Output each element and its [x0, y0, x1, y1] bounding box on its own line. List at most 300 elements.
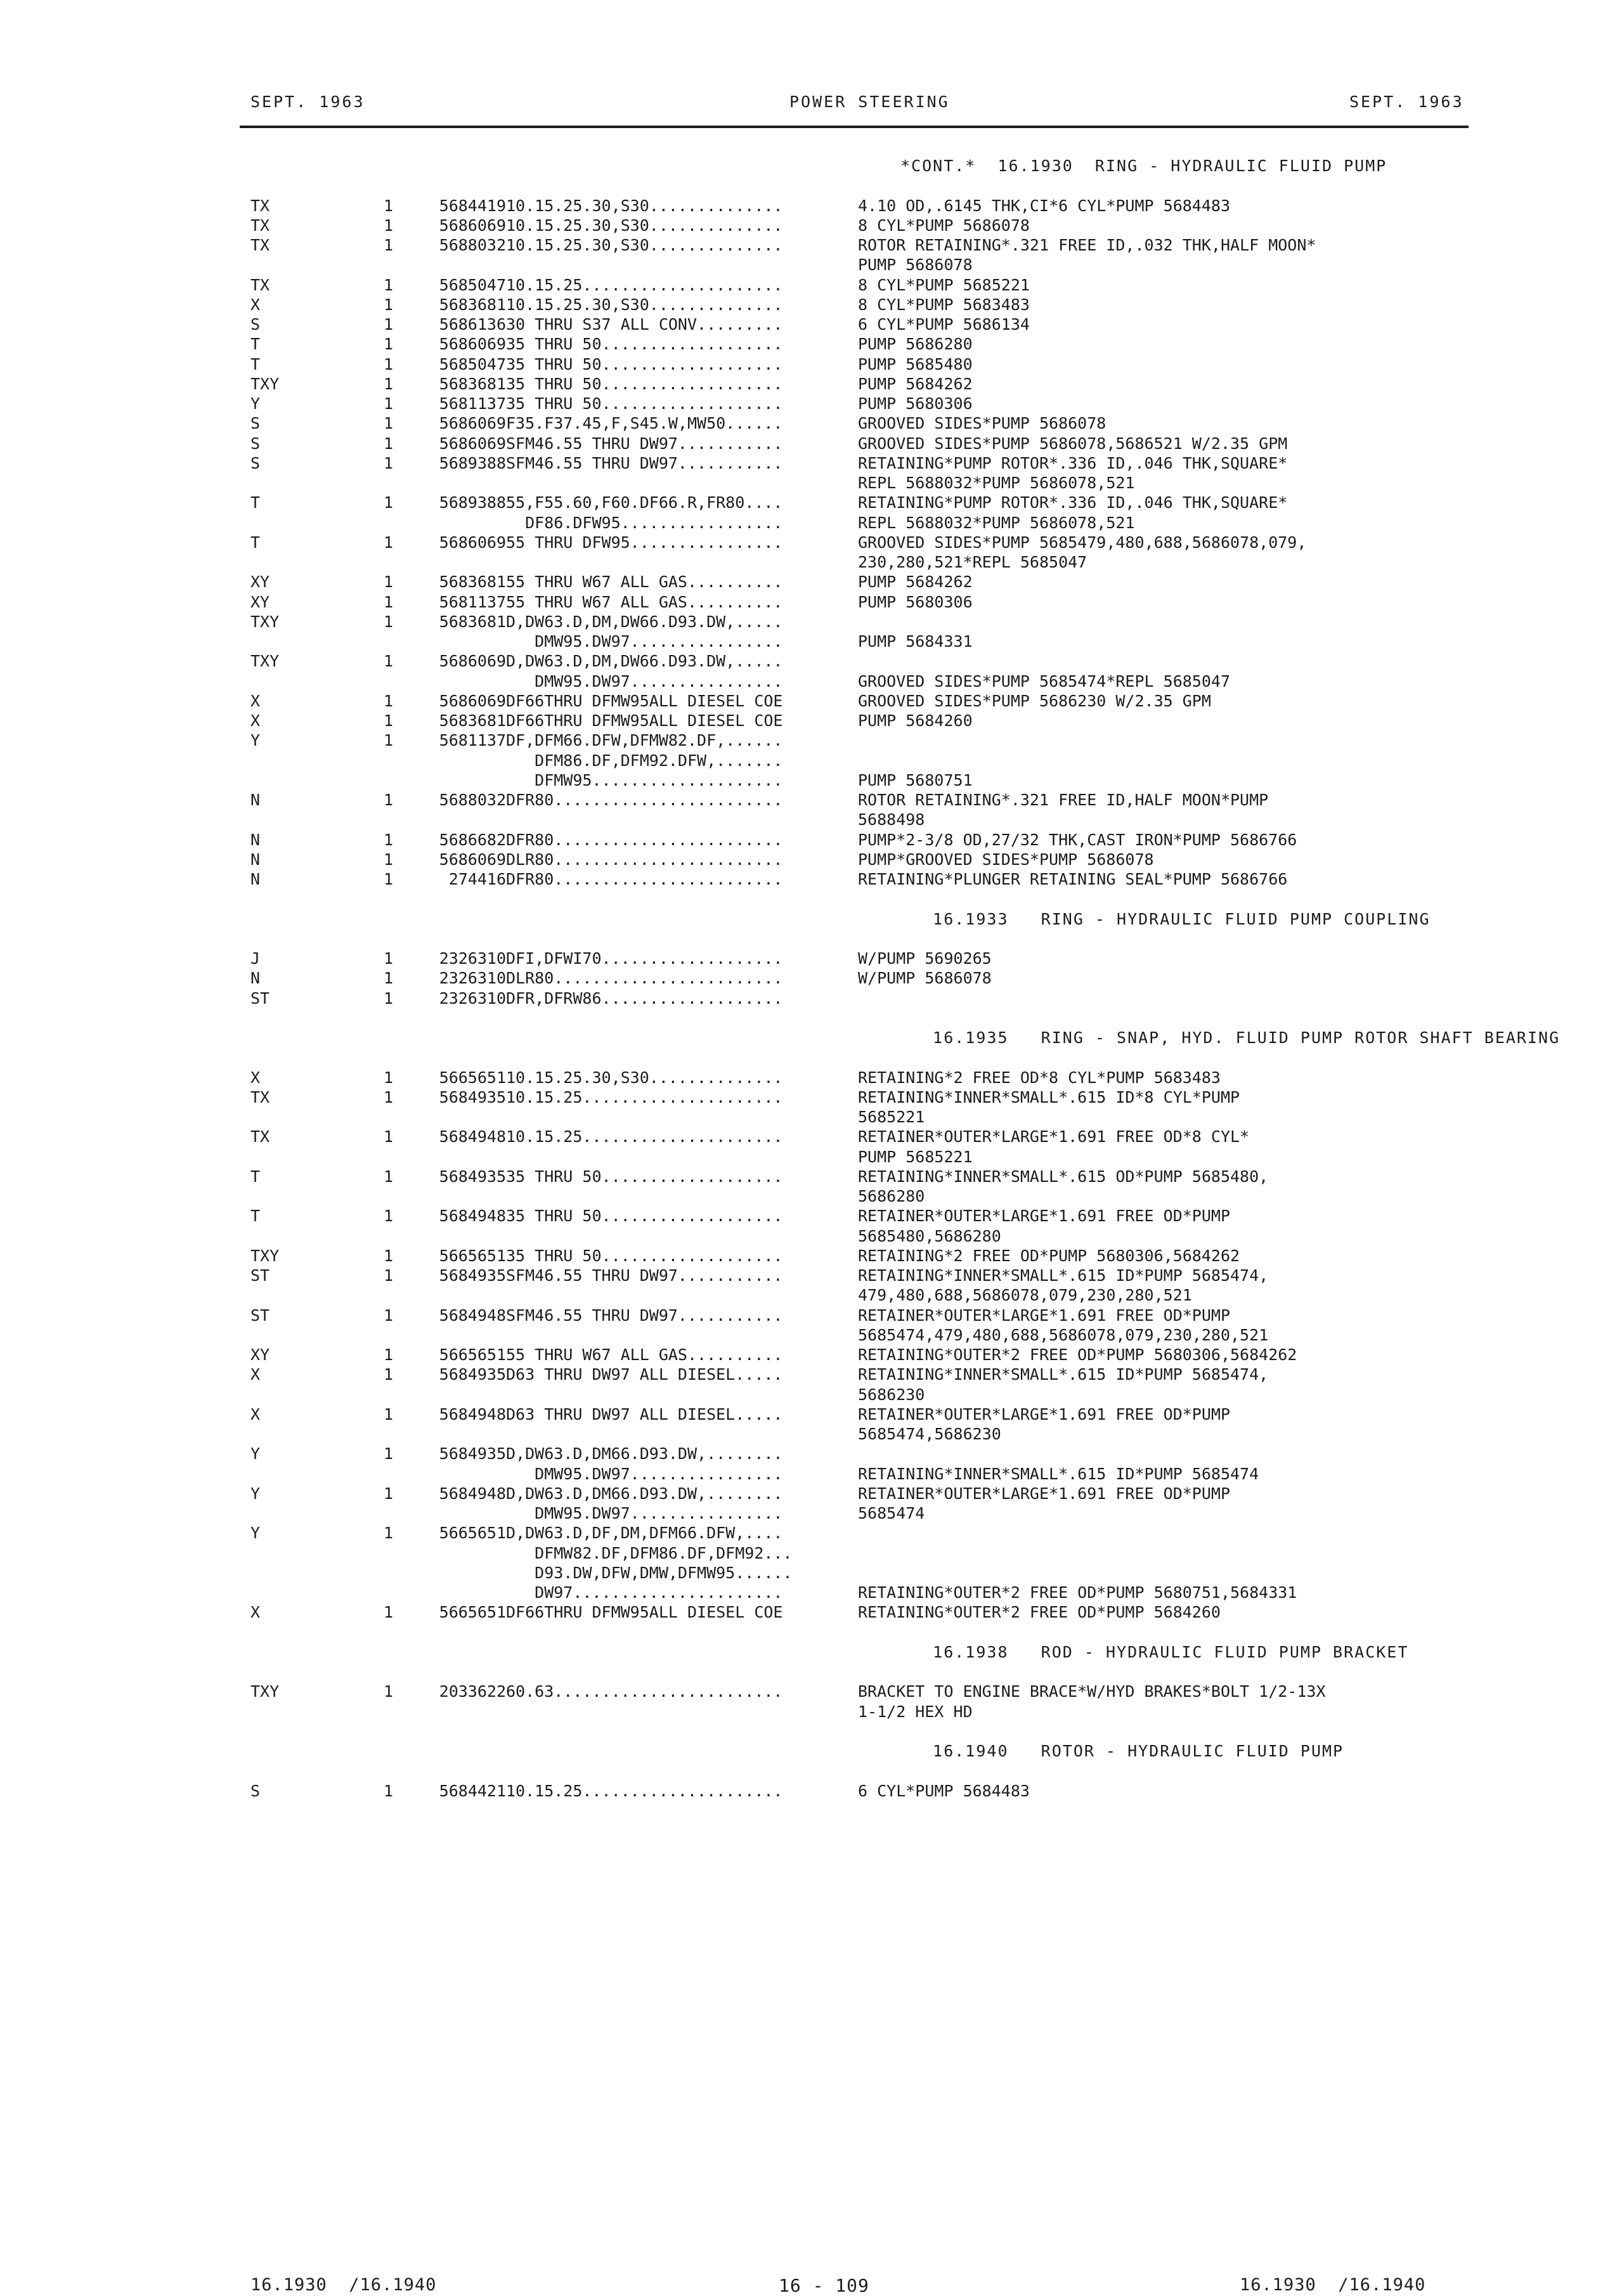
quantity: 1 — [384, 1087, 394, 1106]
model-applicability: DFM86.DF,DFM92.DFW,....... — [506, 751, 783, 770]
part-row — [250, 989, 1455, 1008]
quantity: 1 — [384, 1266, 394, 1285]
quantity: 1 — [384, 1167, 394, 1186]
model-applicability: 10.15.25..................... — [506, 1781, 783, 1800]
quantity: 1 — [384, 850, 394, 869]
model-applicability: D,DW63.D,DM66.D93.DW,........ — [506, 1484, 783, 1503]
part-description: RETAINING*2 FREE OD*PUMP 5680306,5684262 — [858, 1246, 1240, 1265]
part-description: RETAINING*INNER*SMALL*.615 ID*PUMP 5685474, — [858, 1365, 1269, 1384]
model-applicability: SFM46.55 THRU DW97........... — [506, 434, 783, 453]
model-code: TXY — [250, 652, 280, 671]
part-number: 5681137 — [439, 731, 506, 750]
model-applicability: D63 THRU DW97 ALL DIESEL..... — [506, 1365, 783, 1384]
model-code: TX — [250, 1087, 270, 1106]
part-description: RETAINING*2 FREE OD*8 CYL*PUMP 5683483 — [858, 1068, 1221, 1087]
part-description: GROOVED SIDES*PUMP 5685479,480,688,5686078,079, — [858, 533, 1307, 552]
model-code: TXY — [250, 1246, 280, 1265]
part-description: W/PUMP 5686078 — [858, 969, 992, 988]
part-row — [250, 572, 1455, 592]
part-number: 5683681 — [439, 295, 506, 314]
section-heading — [250, 156, 1455, 176]
part-description: RETAINER*OUTER*LARGE*1.691 FREE OD*PUMP — [858, 1404, 1230, 1424]
quantity: 1 — [384, 1444, 394, 1463]
parts-listing — [250, 156, 1561, 1982]
model-applicability: 55 THRU W67 ALL GAS.......... — [506, 592, 783, 611]
part-description: RETAINING*PLUNGER RETAINING SEAL*PUMP 5686766 — [858, 870, 1288, 888]
part-row — [250, 1543, 1455, 1563]
part-row — [250, 1404, 1455, 1424]
model-applicability: 35 THRU 50................... — [506, 1207, 783, 1226]
part-description: 8 CYL*PUMP 5685221 — [858, 275, 1030, 294]
model-code: TXY — [250, 1682, 280, 1701]
quantity: 1 — [384, 295, 394, 314]
quantity: 1 — [384, 374, 394, 393]
part-number: 5686069 — [439, 652, 506, 671]
model-applicability: 35 THRU 50................... — [506, 374, 783, 393]
quantity: 1 — [384, 830, 394, 849]
quantity: 1 — [384, 731, 394, 750]
part-number: 5681137 — [439, 394, 506, 413]
quantity: 1 — [384, 592, 394, 611]
part-description: GROOVED SIDES*PUMP 5686230 W/2.35 GPM — [858, 691, 1211, 710]
quantity: 1 — [384, 1781, 394, 1800]
quantity: 1 — [384, 1365, 394, 1384]
part-row — [250, 1325, 1455, 1345]
model-applicability: DMW95.DW97................ — [506, 1464, 783, 1483]
part-row — [250, 1087, 1455, 1107]
part-description: BRACKET TO ENGINE BRACE*W/HYD BRAKES*BOLT 1/2-13X — [858, 1682, 1326, 1701]
model-applicability: 10.15.25.30,S30.............. — [506, 196, 783, 215]
part-number: 5684935 — [439, 1087, 506, 1106]
quantity: 1 — [384, 1068, 394, 1087]
model-applicability: DFR80........................ — [506, 830, 783, 849]
model-code: XY — [250, 573, 270, 592]
model-applicability: DFMW82.DF,DFM86.DF,DFM92... — [506, 1543, 793, 1562]
quantity: 1 — [384, 711, 394, 730]
quantity: 1 — [384, 493, 394, 512]
part-row — [250, 751, 1455, 770]
section-heading — [250, 1642, 1455, 1662]
part-number: 5686069 — [439, 533, 506, 552]
model-code: Y — [250, 1524, 261, 1543]
part-description: 479,480,688,5686078,079,230,280,521 — [858, 1286, 1192, 1305]
part-number: 5688032 — [439, 791, 506, 809]
model-applicability: F35.F37.45,F,S45.W,MW50...... — [506, 414, 783, 433]
model-code: ST — [250, 1306, 270, 1325]
model-applicability: DMW95.DW97................ — [506, 1504, 783, 1522]
header-title: POWER STEERING — [789, 93, 950, 111]
model-applicability: DF66THRU DFMW95ALL DIESEL COE — [506, 711, 783, 730]
part-number: 5684935 — [439, 1365, 506, 1384]
part-number: 5684948 — [439, 1306, 506, 1325]
model-code: Y — [250, 1484, 261, 1503]
quantity: 1 — [384, 949, 394, 968]
model-applicability: 35 THRU 50................... — [506, 354, 783, 373]
part-number: 5665651 — [439, 1524, 506, 1543]
quantity: 1 — [384, 969, 394, 988]
model-code: X — [250, 1068, 261, 1087]
part-row — [250, 949, 1455, 968]
part-description: 8 CYL*PUMP 5683483 — [858, 295, 1030, 314]
part-row — [250, 770, 1455, 790]
quantity: 1 — [384, 453, 394, 472]
model-applicability: 55,F55.60,F60.DF66.R,FR80.... — [506, 493, 783, 512]
footer-page-number: 16 - 109 — [779, 2275, 869, 2296]
part-row — [250, 1503, 1455, 1523]
part-number: 5665651 — [439, 1246, 506, 1265]
model-code: S — [250, 1781, 261, 1800]
quantity: 1 — [384, 1524, 394, 1543]
spacer — [250, 1008, 1455, 1028]
part-description: 5685474 — [858, 1504, 925, 1522]
spacer — [250, 1761, 1455, 1780]
model-code: X — [250, 711, 261, 730]
section-heading-text: 16.1935 RING - SNAP, HYD. FLUID PUMP ROTOR SHAFT BEARING — [900, 1028, 1561, 1047]
part-row — [250, 453, 1455, 473]
part-description: PUMP 5686280 — [858, 335, 973, 354]
model-applicability: SFM46.55 THRU DW97........... — [506, 1306, 783, 1325]
part-description: W/PUMP 5690265 — [858, 949, 992, 968]
part-description: PUMP 5684262 — [858, 374, 973, 393]
spacer — [250, 889, 1455, 909]
part-description: RETAINING*OUTER*2 FREE OD*PUMP 5684260 — [858, 1603, 1221, 1622]
quantity: 1 — [384, 236, 394, 254]
part-row — [250, 1523, 1455, 1543]
model-applicability: D,DW63.D,DM,DW66.D93.DW,..... — [506, 652, 783, 671]
quantity: 1 — [384, 434, 394, 453]
quantity: 1 — [384, 196, 394, 215]
part-row — [250, 255, 1455, 275]
model-applicability: D63 THRU DW97 ALL DIESEL..... — [506, 1404, 783, 1424]
footer-section-range-left: 16.1930 /16.1940 — [250, 2275, 437, 2295]
part-number: 2326310 — [439, 949, 506, 968]
model-applicability: DF66THRU DFMW95ALL DIESEL COE — [506, 1603, 783, 1622]
part-row — [250, 790, 1455, 810]
part-description: GROOVED SIDES*PUMP 5686078 — [858, 414, 1107, 433]
part-row — [250, 1147, 1455, 1167]
quantity: 1 — [384, 612, 394, 631]
part-row — [250, 1385, 1455, 1404]
model-applicability: 30 THRU S37 ALL CONV......... — [506, 315, 783, 334]
header-date-left: SEPT. 1963 — [250, 93, 365, 111]
model-code: T — [250, 335, 261, 354]
part-number: 5689388 — [439, 453, 506, 472]
part-number: 5665651 — [439, 1346, 506, 1364]
model-applicability: SFM46.55 THRU DW97........... — [506, 453, 783, 472]
part-row — [250, 413, 1455, 433]
model-code: T — [250, 354, 261, 373]
part-row — [250, 1781, 1455, 1801]
section-heading — [250, 909, 1455, 929]
model-code: S — [250, 315, 261, 334]
quantity: 1 — [384, 275, 394, 294]
model-code: N — [250, 870, 261, 888]
part-row — [250, 1563, 1455, 1583]
part-row — [250, 632, 1455, 651]
model-code: ST — [250, 989, 270, 1008]
model-code: TX — [250, 275, 270, 294]
model-code: Y — [250, 731, 261, 750]
part-description: RETAINER*OUTER*LARGE*1.691 FREE OD*PUMP — [858, 1306, 1230, 1325]
model-applicability: DMW95.DW97................ — [506, 632, 783, 651]
part-description: ROTOR RETAINING*.321 FREE ID,.032 THK,HALF MOON* — [858, 236, 1316, 254]
quantity: 1 — [384, 989, 394, 1008]
part-number: 5685047 — [439, 354, 506, 373]
part-number: 2326310 — [439, 989, 506, 1008]
part-description: RETAINING*OUTER*2 FREE OD*PUMP 5680306,5684262 — [858, 1346, 1297, 1364]
part-row — [250, 1285, 1455, 1305]
model-applicability: DFR80........................ — [506, 870, 783, 888]
part-row — [250, 552, 1455, 572]
part-description: REPL 5688032*PUMP 5686078,521 — [858, 513, 1135, 532]
model-code: X — [250, 1603, 261, 1622]
part-number: 5681137 — [439, 592, 506, 611]
part-row — [250, 1602, 1455, 1622]
spacer — [250, 1047, 1455, 1067]
part-number: 5686069 — [439, 414, 506, 433]
part-description: 1-1/2 HEX HD — [858, 1702, 973, 1721]
part-description: ROTOR RETAINING*.321 FREE ID,HALF MOON*PUMP — [858, 791, 1269, 809]
part-description: RETAINING*PUMP ROTOR*.336 ID,.046 THK,SQUARE* — [858, 453, 1288, 472]
part-row — [250, 1583, 1455, 1602]
part-description: REPL 5688032*PUMP 5686078,521 — [858, 474, 1135, 492]
part-number: 5684935 — [439, 1266, 506, 1285]
part-row — [250, 1226, 1455, 1246]
model-code: S — [250, 453, 261, 472]
part-description: PUMP 5680306 — [858, 592, 973, 611]
part-row — [250, 830, 1455, 850]
model-code: N — [250, 830, 261, 849]
model-applicability: SFM46.55 THRU DW97........... — [506, 1266, 783, 1285]
part-description: PUMP 5684262 — [858, 573, 973, 592]
quantity: 1 — [384, 414, 394, 433]
part-row — [250, 374, 1455, 394]
model-code: J — [250, 949, 261, 968]
part-description: GROOVED SIDES*PUMP 5686078,5686521 W/2.35 GPM — [858, 434, 1288, 453]
part-row — [250, 533, 1455, 552]
part-number: 5684935 — [439, 1167, 506, 1186]
part-description: RETAINING*INNER*SMALL*.615 ID*8 CYL*PUMP — [858, 1087, 1240, 1106]
model-applicability: DLR80........................ — [506, 969, 783, 988]
model-code: Y — [250, 1444, 261, 1463]
header-date-right: SEPT. 1963 — [1349, 93, 1464, 111]
part-description: PUMP 5685221 — [858, 1147, 973, 1166]
part-number: 5685047 — [439, 275, 506, 294]
part-description: 5688498 — [858, 810, 925, 829]
model-applicability: DFR80........................ — [506, 791, 783, 809]
model-code: ST — [250, 1266, 270, 1285]
model-applicability: 35 THRU 50................... — [506, 335, 783, 354]
quantity: 1 — [384, 216, 394, 235]
model-applicability: 35 THRU 50................... — [506, 394, 783, 413]
quantity: 1 — [384, 1246, 394, 1265]
part-description: 8 CYL*PUMP 5686078 — [858, 216, 1030, 235]
part-description: PUMP 5685480 — [858, 354, 973, 373]
model-applicability: DFI,DFWI70................... — [506, 949, 783, 968]
model-applicability: DFMW95.................... — [506, 770, 783, 789]
quantity: 1 — [384, 335, 394, 354]
model-code: S — [250, 434, 261, 453]
model-applicability: 35 THRU 50................... — [506, 1167, 783, 1186]
part-number: 5686682 — [439, 830, 506, 849]
part-row — [250, 691, 1455, 711]
model-code: TX — [250, 196, 270, 215]
model-applicability: DLR80........................ — [506, 850, 783, 869]
part-number: 5686136 — [439, 315, 506, 334]
section-heading — [250, 1028, 1561, 1047]
part-row — [250, 295, 1455, 315]
part-row — [250, 1266, 1455, 1285]
section-heading — [250, 1741, 1455, 1761]
model-applicability: 10.15.25.30,S30.............. — [506, 216, 783, 235]
part-number: 5684948 — [439, 1404, 506, 1424]
model-code: Y — [250, 394, 261, 413]
model-code: XY — [250, 1346, 270, 1364]
model-applicability: D,DW63.D,DF,DM,DFM66.DFW,.... — [506, 1524, 783, 1543]
part-number: 5683681 — [439, 374, 506, 393]
part-description: RETAINING*INNER*SMALL*.615 ID*PUMP 5685474, — [858, 1266, 1269, 1285]
header-rule — [240, 126, 1469, 128]
part-description: RETAINING*INNER*SMALL*.615 ID*PUMP 5685474 — [858, 1464, 1259, 1483]
part-row — [250, 671, 1455, 691]
quantity: 1 — [384, 791, 394, 809]
spacer — [250, 1623, 1455, 1642]
quantity: 1 — [384, 1404, 394, 1424]
model-applicability: 10.15.25..................... — [506, 275, 783, 294]
model-applicability: 10.15.25.30,S30.............. — [506, 236, 783, 254]
part-number: 5684419 — [439, 196, 506, 215]
part-row — [250, 1186, 1455, 1206]
part-number: 274416 — [448, 870, 506, 888]
part-description: PUMP*GROOVED SIDES*PUMP 5686078 — [858, 850, 1154, 869]
part-row — [250, 315, 1455, 334]
part-number: 5688032 — [439, 236, 506, 254]
part-row — [250, 1424, 1455, 1444]
section-heading-text: 16.1938 ROD - HYDRAULIC FLUID PUMP BRACKET — [900, 1642, 1409, 1661]
spacer — [250, 1662, 1455, 1682]
model-code: TXY — [250, 612, 280, 631]
part-description: RETAINING*OUTER*2 FREE OD*PUMP 5680751,5684331 — [858, 1583, 1297, 1602]
part-description: 5685221 — [858, 1108, 925, 1126]
part-description: RETAINER*OUTER*LARGE*1.691 FREE OD*8 CYL* — [858, 1127, 1250, 1146]
part-row — [250, 850, 1455, 869]
model-applicability: DF66THRU DFMW95ALL DIESEL COE — [506, 691, 783, 710]
model-code: TX — [250, 1127, 270, 1146]
part-description: 5685474,5686230 — [858, 1425, 1001, 1443]
model-code: XY — [250, 592, 270, 611]
part-description: RETAINING*INNER*SMALL*.615 OD*PUMP 5685480, — [858, 1167, 1269, 1186]
part-number: 5683681 — [439, 573, 506, 592]
part-description: PUMP*2-3/8 OD,27/32 THK,CAST IRON*PUMP 5686766 — [858, 830, 1297, 849]
part-row — [250, 1167, 1455, 1186]
part-row — [250, 235, 1455, 255]
part-row — [250, 612, 1455, 632]
model-code: TXY — [250, 374, 280, 393]
spacer — [250, 176, 1455, 195]
model-applicability: D,DW63.D,DM66.D93.DW,........ — [506, 1444, 783, 1463]
model-applicability: DW97...................... — [506, 1583, 783, 1602]
part-row — [250, 869, 1455, 889]
model-applicability: 10.15.25.30,S30.............. — [506, 1068, 783, 1087]
part-number: 5684948 — [439, 1484, 506, 1503]
part-description: PUMP 5684260 — [858, 711, 973, 730]
quantity: 1 — [384, 1484, 394, 1503]
part-number: 5683681 — [439, 612, 506, 631]
part-row — [250, 1365, 1455, 1384]
model-applicability: DMW95.DW97................ — [506, 671, 783, 691]
model-applicability: 10.15.25..................... — [506, 1087, 783, 1106]
part-row — [250, 1107, 1455, 1127]
part-description: 230,280,521*REPL 5685047 — [858, 553, 1087, 571]
model-code: X — [250, 1404, 261, 1424]
part-number: 5684948 — [439, 1127, 506, 1146]
part-row — [250, 1127, 1455, 1146]
part-row — [250, 1464, 1455, 1484]
part-description: PUMP 5686078 — [858, 256, 973, 275]
model-code: T — [250, 493, 261, 512]
part-number: 5665651 — [439, 1068, 506, 1087]
quantity: 1 — [384, 573, 394, 592]
model-code: T — [250, 1167, 261, 1186]
part-row — [250, 592, 1455, 612]
part-number: 5684948 — [439, 1207, 506, 1226]
part-row — [250, 968, 1455, 988]
part-row — [250, 1068, 1455, 1087]
part-description: 6 CYL*PUMP 5684483 — [858, 1781, 1030, 1800]
model-applicability: D93.DW,DFW,DMW,DFMW95...... — [506, 1563, 793, 1582]
footer-section-range-right: 16.1930 /16.1940 — [1240, 2275, 1426, 2295]
model-applicability: 55 THRU W67 ALL GAS.......... — [506, 1346, 783, 1364]
section-heading-text: 16.1933 RING - HYDRAULIC FLUID PUMP COUPLING — [900, 909, 1431, 928]
model-code: X — [250, 295, 261, 314]
part-number: 5683681 — [439, 711, 506, 730]
model-applicability: 35 THRU 50................... — [506, 1246, 783, 1265]
quantity: 1 — [384, 691, 394, 710]
part-row — [250, 275, 1455, 295]
model-code: S — [250, 414, 261, 433]
part-description: 5686280 — [858, 1187, 925, 1205]
part-description: PUMP 5684331 — [858, 632, 973, 651]
part-number: 5686069 — [439, 335, 506, 354]
part-number: 5686069 — [439, 216, 506, 235]
model-applicability: 10.15.25..................... — [506, 1127, 783, 1146]
section-heading-text: *CONT.* 16.1930 RING - HYDRAULIC FLUID PUMP — [900, 157, 1387, 175]
model-applicability: 55 THRU W67 ALL GAS.......... — [506, 573, 783, 592]
quantity: 1 — [384, 533, 394, 552]
part-description: PUMP 5680306 — [858, 394, 973, 413]
part-description: RETAINER*OUTER*LARGE*1.691 FREE OD*PUMP — [858, 1207, 1230, 1226]
part-row — [250, 394, 1455, 413]
part-description: 4.10 OD,.6145 THK,CI*6 CYL*PUMP 5684483 — [858, 196, 1230, 215]
quantity: 1 — [384, 1682, 394, 1701]
part-row — [250, 711, 1455, 730]
quantity: 1 — [384, 315, 394, 334]
part-number: 5665651 — [439, 1603, 506, 1622]
part-number: 2326310 — [439, 969, 506, 988]
part-row — [250, 434, 1455, 453]
part-row — [250, 1702, 1455, 1722]
part-row — [250, 1484, 1455, 1503]
part-row — [250, 1246, 1455, 1266]
quantity: 1 — [384, 1346, 394, 1364]
model-code: X — [250, 1365, 261, 1384]
part-number: 5686069 — [439, 434, 506, 453]
model-code: TX — [250, 236, 270, 254]
part-number: 5684935 — [439, 1444, 506, 1463]
model-code: TX — [250, 216, 270, 235]
part-description: 5685480,5686280 — [858, 1226, 1001, 1245]
model-applicability: 55 THRU DFW95................ — [506, 533, 783, 552]
